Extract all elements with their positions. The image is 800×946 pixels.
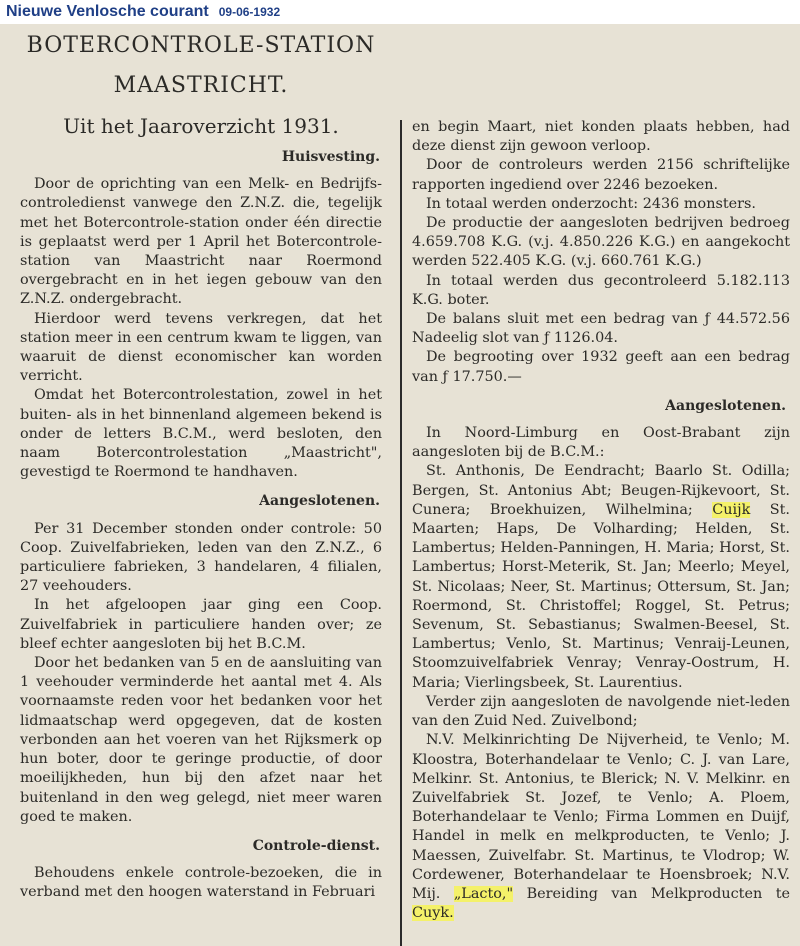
- paragraph: In Noord-Limburg en Oost-Brabant zijn aangesloten bij de B.C.M.:: [412, 425, 790, 461]
- headline-line-2: MAASTRICHT.: [113, 73, 289, 98]
- paragraph: In totaal werden dus gecontroleerd 5.182.113 K.G. boter.: [412, 272, 790, 308]
- text-span: N.V. Melkinrichting De Nijverheid, te Venlo; M. Kloostra, Boterhandelaar te Venlo; C. J. van Lare, Melkinr. St. Antonius, te Blerick; N. V. Melkinr. en Zuivelfabriek St. Jozef, te Venlo; A. Ploem, Boterhandelaar te Venlo; Firma Lommen en Duijf, Handel in melk en melkproducten, te Venlo; J. Maessen, Zuivelfabr. St. Martinus, te Vlodrop; W. Cordewener, Boterhandelaar te Hoensbroek; N.V. Mij.: [412, 732, 790, 902]
- section-heading-aangeslotenen: Aangeslotenen.: [259, 493, 380, 510]
- section-heading-huisvesting: Huisvesting.: [281, 149, 380, 165]
- paragraph: De productie der aangesloten bedrijven bedroeg 4.659.708 K.G. (v.j. 4.850.226 K.G.) en aangekocht werden 522.405 K.G. (v.j. 660.761 K.G.): [412, 215, 790, 270]
- source-header: [0, 0, 800, 24]
- text-span: Bereiding van Melkproducten te: [513, 885, 790, 902]
- paragraph: Verder zijn aangesloten de navolgende niet-leden van den Zuid Ned. Zuivelbond;: [412, 693, 790, 730]
- paragraph: en begin Maart, niet konden plaats hebben, had deze dienst zijn gewoon verloop.: [412, 119, 790, 155]
- headline-line-1: BOTERCONTROLE-STATION: [26, 33, 376, 58]
- member-list-paragraph: [412, 462, 790, 692]
- paragraph: Hierdoor werd tevens verkregen, dat het station meer in een centrum kwam te liggen, van waaruit de dienst economischer kan worden verricht.: [20, 310, 382, 385]
- non-member-list-paragraph: [412, 731, 790, 923]
- section-heading-aangeslotenen: Aangeslotenen.: [665, 397, 786, 414]
- subheadline: Uit het Jaaroverzicht 1931.: [63, 114, 339, 138]
- text-span: St. Anthonis, De Eendracht; Baarlo St. Odilla; Bergen, St. Antonius Abt; Beugen-Rijkevoort, St. Cunera; Broekhuizen, Wilhelmina;: [412, 463, 790, 518]
- highlighted-term: „Lacto,": [453, 885, 514, 902]
- right-column: [412, 118, 790, 923]
- paragraph: Per 31 December stonden onder controle: 50 Coop. Zuivelfabrieken, leden van den Z.N.Z., 6 particuliere fabrieken, 3 handelaren, 4 filialen, 27 veehouders.: [20, 520, 382, 595]
- section-heading-controle-dienst: Controle-dienst.: [252, 837, 380, 854]
- paragraph: Behoudens enkele controle-bezoeken, die in verband met den hoogen waterstand in Februari: [20, 865, 382, 901]
- highlighted-term: Cuyk.: [412, 905, 454, 922]
- paragraph: Door het bedanken van 5 en de aansluiting van 1 veehouder verminderde het aantal met 4. Als voornaamste reden voor het bedanken voor het lidmaatschap werd opgegeven, dat de kosten verbonden aan het voeren van het Rijksmerk op hun boter, door te geringe productie, of door moeilijkheden, hun bij den afzet naar het buitenland in den weg gelegd, niet meer waren goed te maken.: [20, 655, 382, 825]
- paragraph: De balans sluit met een bedrag van ƒ 44.572.56 Nadeelig slot van ƒ 1126.04.: [412, 311, 790, 347]
- paragraph: Omdat het Botercontrolestation, zowel in het buiten- als in het binnenland algemeen bekend is onder de letters B.C.M., werd besloten, den naam Botercontrolestation „Maastricht", gevestigd te Roermond te handhaven.: [20, 387, 382, 481]
- paragraph: Door de oprichting van een Melk- en Bedrijfs-controledienst vanwege den Z.N.Z. die, tegelijk met het Botercontrole-station onder één directie is geplaatst werd per 1 April het Botercontrole-station van Maastricht naar Roermond overgebracht en in het iegen gebouw van den Z.N.Z. ondergebracht.: [20, 176, 382, 308]
- publication-date: 09-06-1932: [218, 5, 281, 19]
- paragraph: Door de controleurs werden 2156 schriftelijke rapporten ingediend over 2246 bezoeken.: [412, 157, 790, 193]
- newspaper-clipping: [0, 24, 800, 946]
- highlighted-term: Cuijk: [712, 501, 751, 518]
- paragraph: De begrooting over 1932 geeft aan een bedrag van ƒ 17.750.—: [412, 349, 790, 385]
- text-span: St. Maarten; Haps, De Volharding; Helden, St. Lambertus; Helden-Panningen, H. Maria; Horst, St. Lambertus; Horst-Meterik, St. Jan; Meerlo; Meyel, St. Nicolaas; Neer, St. Martinus; Ottersum, St. Jan; Roermond, St. Christoffel; Roggel, St. Petrus; Sevenum, St. Sebastianus; Swalmen-Beesel, St. Lambertus; Venlo, St. Martinus; Venraij-Leunen, Stoomzuivelfabriek Venray; Venray-Oostrum, H. Maria; Vierlingsbeek, St. Laurentius.: [412, 501, 790, 691]
- paragraph: In het afgeloopen jaar ging een Coop. Zuivelfabriek in particuliere handen over; ze bleef echter aangesloten bij het B.C.M.: [20, 597, 382, 652]
- paragraph: In totaal werden onderzocht: 2436 monsters.: [426, 195, 756, 212]
- newspaper-name: Nieuwe Venlosche courant: [6, 3, 209, 20]
- left-column: [20, 32, 382, 903]
- column-divider: [400, 120, 402, 946]
